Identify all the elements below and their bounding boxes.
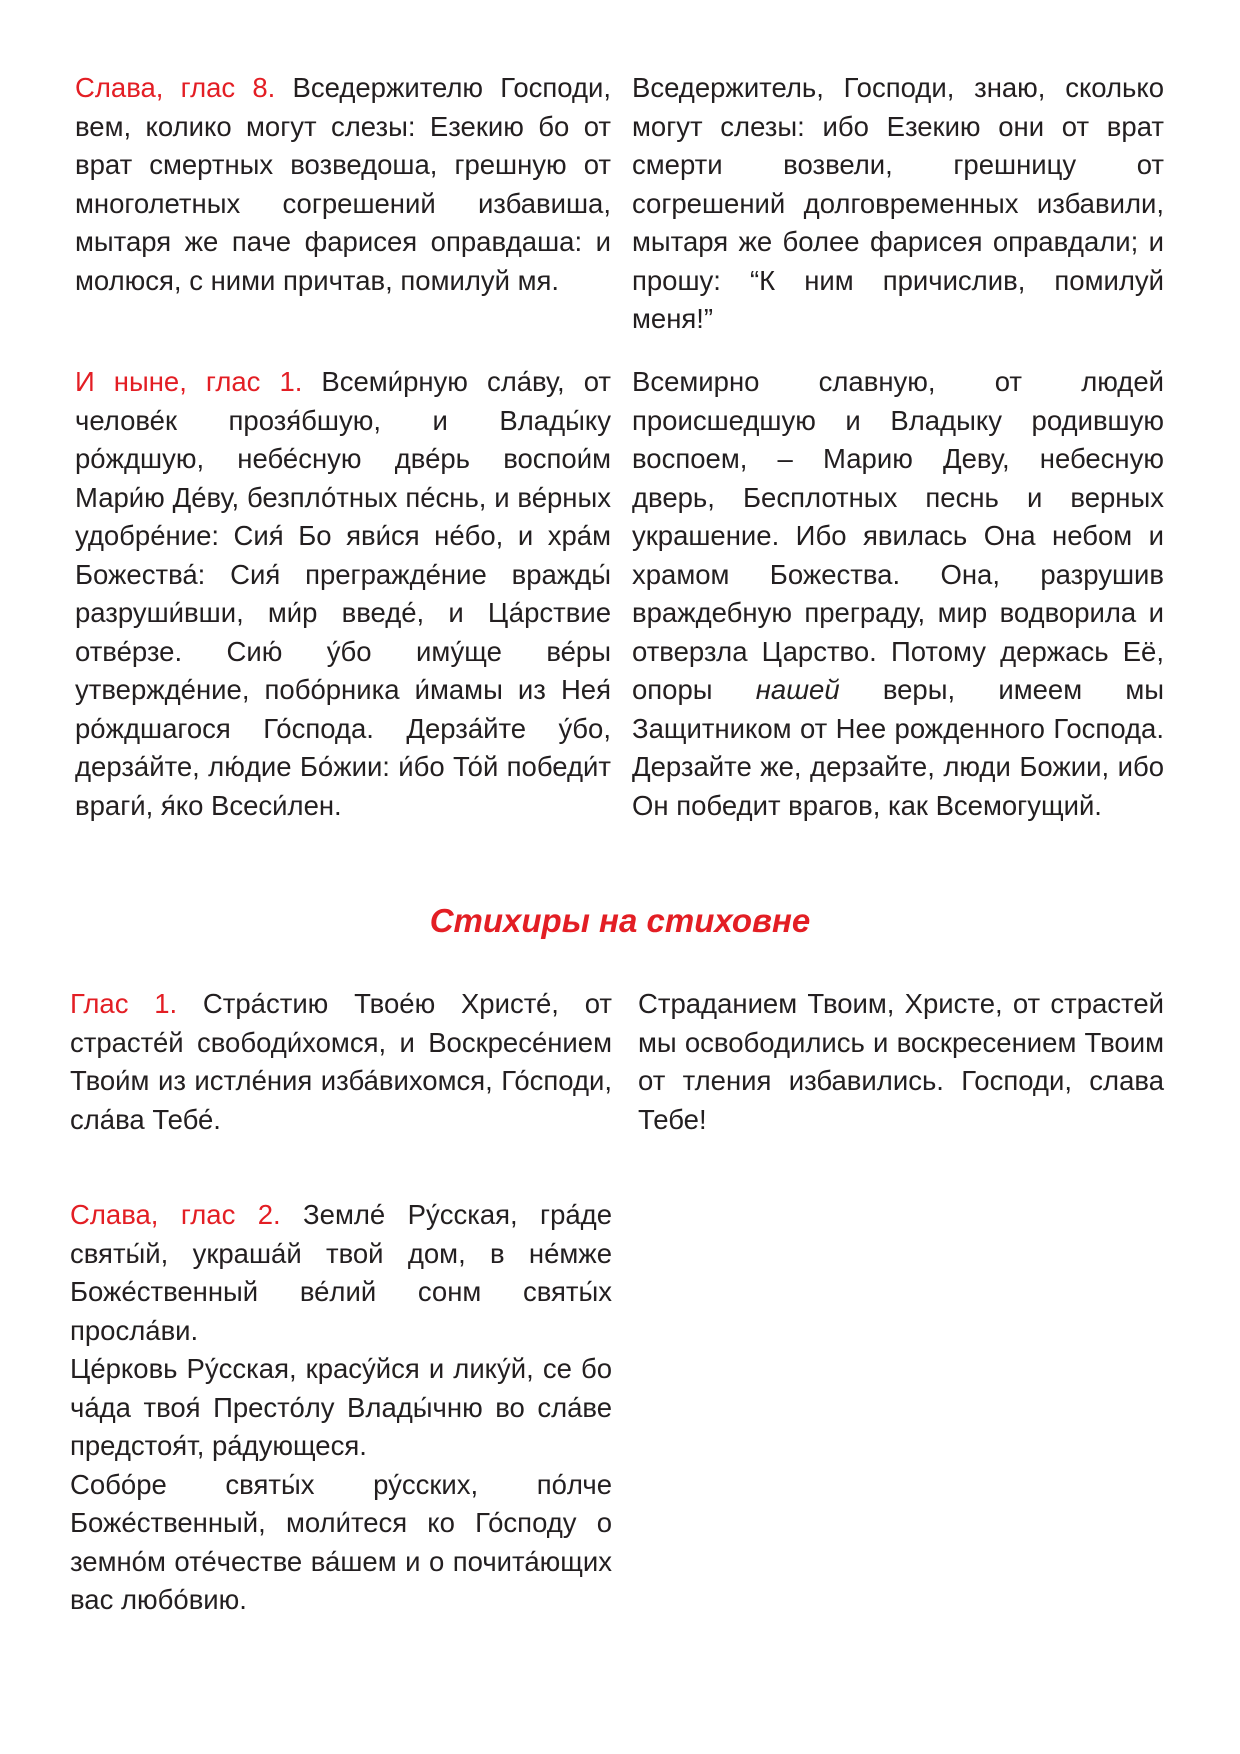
- block-i-nyne-glas-1: [75, 363, 1164, 825]
- slavonic-text: [70, 985, 612, 1139]
- block-glas-1-stikhira: [70, 985, 1164, 1139]
- slavonic-paragraph-2: Це́рковь Ру́сская, красу́йся и лику́й, се бо ча́да твоя́ Престо́лу Влады́чню во сла́ве предстоя́т, ра́дующеся.: [70, 1353, 612, 1461]
- russian-text: Страданием Твоим, Христе, от страстей мы освободились и воскресением Твоим от тления избавились. Господи, слава Тебе!: [638, 988, 1164, 1135]
- slavonic-body: Вседержителю Господи, вем, колико могут слезы: Езекию бо от врат смертных возведоша, грешную от многолетных согрешений избавиша, мытаря же паче фарисея оправдаша: и молюся, с ними причтав, помилуй мя.: [75, 72, 611, 296]
- slavonic-paragraph-1: [70, 1196, 612, 1350]
- block-slava-glas-8: [75, 69, 1164, 339]
- verse-label: Слава, глас 8.: [75, 72, 276, 103]
- verse-label: И ныне, глас 1.: [75, 366, 303, 397]
- slavonic-body: Земле́ Ру́сская, гра́де святы́й, украша́й твой дом, в не́мже Боже́ственный ве́лий сонм святы́х просла́ви.: [70, 1199, 612, 1346]
- slavonic-paragraph-3: Собо́ре святы́х ру́сских, по́лче Боже́ственный, моли́теся ко Го́споду о земно́м оте́честве ва́шем и о почита́ющих вас любо́вию.: [70, 1468, 612, 1615]
- section-title: Стихиры на стиховне: [429, 902, 811, 939]
- slavonic-body: Всеми́рную сла́ву, от челове́к прозя́бшую, и Влады́ку ро́ждшую, небе́сную две́рь воспои́м Мари́ю Де́ву, безпло́тных пе́снь, и ве́рных удобре́ние: Сия́ Бо яви́ся не́бо, и хра́м Божества́: Сия́ прегражде́ние вражды́ разруши́вши, ми́р введе́, и Ца́рствие отве́рзе. Сию́ у́бо иму́ще ве́ры утвержде́ние, побо́рника и́мамы из Нея́ ро́ждшагося Го́спода. Дерза́йте у́бо, дерза́йте, лю́дие Бо́жии: и́бо То́й победи́т враги́, я́ко Всеси́лен.: [75, 366, 612, 821]
- slavonic-text: [75, 363, 611, 825]
- block-slava-glas-2: [70, 1196, 612, 1620]
- slavonic-text: [70, 1196, 612, 1620]
- russian-text: [632, 363, 1164, 825]
- slavonic-text: [75, 69, 611, 339]
- russian-body-before: Всемирно славную, от людей происшедшую и Владыку родившую воспоем, – Марию Деву, небесную дверь, Бесплотных песнь и верных украшение. Ибо явилась Она небом и храмом Божества. Она, разрушив враждебную преграду, мир водворила и отверзла Царство. Потому держась Её, опоры: [632, 366, 1164, 705]
- russian-italic-word: нашей: [755, 674, 840, 705]
- russian-body-after: веры, имеем мы Защитником от Нее рожденного Господа. Дерзайте же, дерзайте, люди Божии, ибо Он победит врагов, как Всемогущий.: [632, 674, 1164, 821]
- verse-label: Глас 1.: [70, 988, 178, 1019]
- verse-label: Слава, глас 2.: [70, 1199, 281, 1230]
- russian-text: Вседержитель, Господи, знаю, сколько могут слезы: ибо Езекию они от врат смерти возвели, грешницу от согрешений долговременных избавили, мытаря же более фарисея оправдали; и прошу: “К ним причислив, помилуй меня!”: [632, 72, 1164, 334]
- slavonic-body: Стра́стию Твое́ю Христе́, от страсте́й свободи́хомся, и Воскресе́нием Твои́м из истле́ния изба́вихомся, Го́споди, сла́ва Тебе́.: [70, 988, 612, 1135]
